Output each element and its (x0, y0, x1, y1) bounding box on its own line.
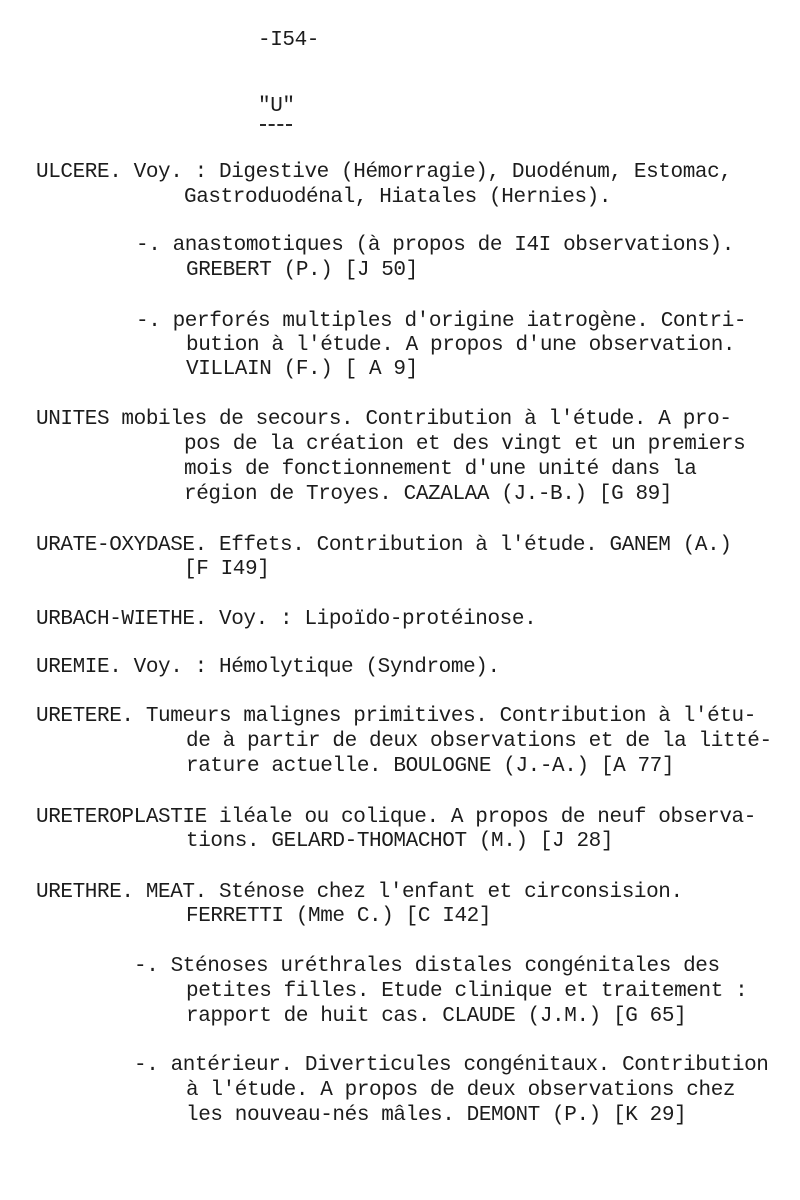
entry-line: URETHRE. MEAT. Sténose chez l'enfant et circonsision. (36, 881, 683, 904)
entry-line: petites filles. Etude clinique et traitement : (186, 980, 748, 1003)
entry-line: VILLAIN (F.) [ A 9] (186, 358, 418, 381)
entry-line: tions. GELARD-THOMACHOT (M.) [J 28] (186, 830, 614, 853)
entry-line: URETERE. Tumeurs malignes primitives. Contribution à l'étu- (36, 705, 756, 728)
entry-line: URATE-OXYDASE. Effets. Contribution à l'étude. GANEM (A.) (36, 534, 732, 557)
entry-line: pos de la création et des vingt et un premiers (184, 433, 746, 456)
entry-line: URBACH-WIETHE. Voy. : Lipoïdo-protéinose. (36, 608, 537, 631)
entry-line: Gastroduodénal, Hiatales (Hernies). (184, 186, 612, 209)
entry-line: UNITES mobiles de secours. Contribution à l'étude. A pro- (36, 408, 732, 431)
entry-line: de à partir de deux observations et de la litté- (186, 730, 772, 753)
entry-line: -. anastomotiques (à propos de I4I observations). (136, 234, 734, 257)
entry-line: bution à l'étude. A propos d'une observation. (186, 334, 736, 357)
entry-line: -. antérieur. Diverticules congénitaux. Contribution (134, 1054, 769, 1077)
entry-line: rature actuelle. BOULOGNE (J.-A.) [A 77] (186, 755, 675, 778)
entry-line: -. perforés multiples d'origine iatrogène. Contri- (136, 310, 747, 333)
section-letter: "U" (258, 95, 295, 118)
entry-line: URETEROPLASTIE iléale ou colique. A propos de neuf observa- (36, 806, 756, 829)
entry-line: ULCERE. Voy. : Digestive (Hémorragie), Duodénum, Estomac, (36, 161, 732, 184)
section-letter-underline (260, 124, 292, 126)
entry-line: les nouveau-nés mâles. DEMONT (P.) [K 29] (186, 1104, 687, 1127)
entry-line: rapport de huit cas. CLAUDE (J.M.) [G 65] (186, 1005, 687, 1028)
entry-line: -. Sténoses uréthrales distales congénitales des (134, 955, 720, 978)
entry-line: [F I49] (184, 558, 270, 581)
entry-line: mois de fonctionnement d'une unité dans la (184, 458, 697, 481)
page-number: -I54- (258, 29, 320, 52)
entry-line: région de Troyes. CAZALAA (J.-B.) [G 89] (184, 483, 673, 506)
entry-line: FERRETTI (Mme C.) [C I42] (186, 905, 492, 928)
entry-line: à l'étude. A propos de deux observations chez (186, 1079, 736, 1102)
entry-line: GREBERT (P.) [J 50] (186, 259, 418, 282)
entry-line: UREMIE. Voy. : Hémolytique (Syndrome). (36, 656, 500, 679)
